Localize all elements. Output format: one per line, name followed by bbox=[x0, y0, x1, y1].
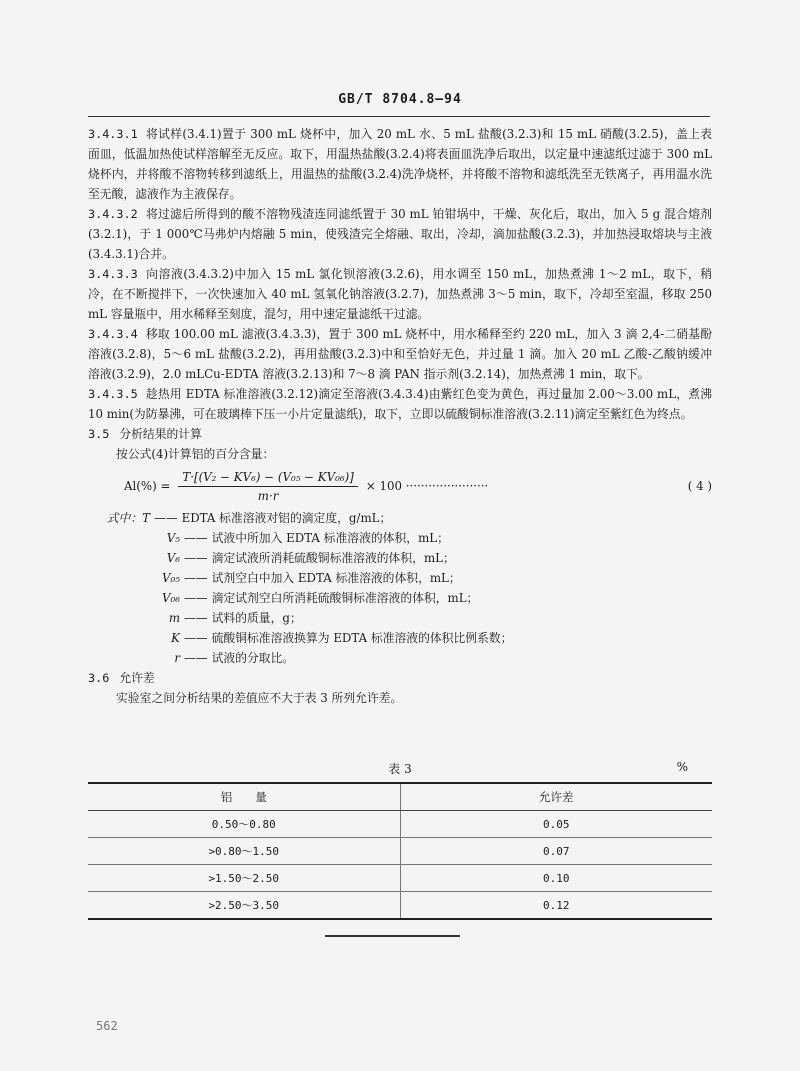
table-cell: 0.05 bbox=[400, 811, 712, 838]
table-row bbox=[88, 838, 712, 865]
clause-number: 3.4.3.2 bbox=[88, 207, 138, 221]
definition-item: V₅ —— 试液中所加入 EDTA 标准溶液的体积，mL； bbox=[88, 528, 712, 548]
symbol-description: EDTA 标准溶液对铝的滴定度，g/mL； bbox=[181, 511, 392, 525]
paragraph-3434 bbox=[88, 324, 712, 384]
table-cell: >1.50～2.50 bbox=[88, 865, 400, 892]
clause-text: 将过滤后所得到的酸不溶物残渣连同滤纸置于 30 mL 铂钳埚中，干燥、灰化后，取出，加入 5 g 混合熔剂(3.2.1)，于 1 000℃马弗炉内熔融 5 min，使残渣完全熔融、取出，冷却，滴加盐酸(3.2.3)，并加热浸取熔块与主液(3.4.3.1)合并。 bbox=[88, 207, 712, 261]
definition-item: V₀₅ —— 试剂空白中加入 EDTA 标准溶液的体积，mL； bbox=[88, 568, 712, 588]
table-cell: >2.50～3.50 bbox=[88, 892, 400, 920]
page-number: 562 bbox=[96, 1019, 118, 1033]
table-header-row bbox=[88, 783, 712, 811]
symbol: V₀₅ bbox=[162, 571, 180, 585]
clause-number: 3.4.3.5 bbox=[88, 387, 138, 401]
clause-text: 向溶液(3.4.3.2)中加入 15 mL 氯化钡溶液(3.2.6)，用水调至 150 mL，加热煮沸 1～2 mL，取下，稍冷，在不断搅拌下，一次快速加入 40 mL 氢氧化钠溶液(3.2.7)，加热煮沸 3～5 min，取下，冷却至室温，移取 250 mL 容量瓶中，用水稀释至刻度，混匀，用中速定量滤纸干过滤。 bbox=[88, 267, 712, 321]
main-content bbox=[88, 124, 712, 708]
symbol: 式中：T bbox=[106, 511, 150, 525]
symbol-description: 试液的分取比。 bbox=[211, 651, 295, 665]
symbol-description: 试料的质量，g； bbox=[211, 611, 302, 625]
table-cell: 0.12 bbox=[400, 892, 712, 920]
tolerance-statement: 实验室之间分析结果的差值应不大于表 3 所列允许差。 bbox=[116, 691, 403, 705]
symbol-definitions bbox=[88, 508, 712, 668]
clause-text: 将试样(3.4.1)置于 300 mL 烧杯中，加入 20 mL 水、5 mL 盐酸(3.2.3)和 15 mL 硝酸(3.2.5)，盖上表面皿，低温加热使试样溶解至无反应。取下，用温热盐酸(3.2.4)将表面皿洗净后取出，以定量中速滤纸过滤于 300 mL 烧杯内，并将酸不溶物转移到滤纸上，用温热的盐酸(3.2.4)洗净烧杯，并将酸不溶物和滤纸洗至无铁离子，再用温水洗至无酸，滤液作为主液保存。 bbox=[88, 127, 712, 201]
formula-lhs: Al(%) = bbox=[124, 479, 171, 493]
section-title: 允许差 bbox=[119, 671, 155, 685]
equation-number: ( 4 ) bbox=[687, 479, 712, 493]
standard-code-header: GB/T 8704.8—94 bbox=[338, 92, 462, 107]
table-cell: 0.50～0.80 bbox=[88, 811, 400, 838]
paragraph-3435 bbox=[88, 384, 712, 424]
table-caption: 表 3 bbox=[388, 762, 412, 776]
table-row bbox=[88, 865, 712, 892]
tolerance-table-block bbox=[88, 760, 712, 920]
table-cell: 0.10 bbox=[400, 865, 712, 892]
section-heading-36 bbox=[88, 668, 712, 688]
section-heading-35 bbox=[88, 424, 712, 444]
clause-number: 3.4.3.1 bbox=[88, 127, 138, 141]
column-header-tolerance: 允许差 bbox=[400, 783, 712, 811]
symbol: r bbox=[174, 651, 180, 665]
table-row bbox=[88, 811, 712, 838]
table-cell: >0.80～1.50 bbox=[88, 838, 400, 865]
table-row bbox=[88, 892, 712, 920]
end-rule bbox=[325, 935, 460, 937]
symbol-description: 试剂空白中加入 EDTA 标准溶液的体积，mL； bbox=[211, 571, 461, 585]
table-caption-row bbox=[88, 760, 712, 782]
formula-intro: 按公式(4)计算铝的百分含量： bbox=[116, 447, 275, 461]
symbol: V₆ bbox=[166, 551, 180, 565]
definition-item: K —— 硫酸铜标准溶液换算为 EDTA 标准溶液的体积比例系数； bbox=[88, 628, 712, 648]
formula-denominator: m·r bbox=[257, 488, 279, 503]
symbol: V₅ bbox=[166, 531, 180, 545]
header-rule bbox=[88, 116, 710, 117]
symbol: K bbox=[171, 631, 180, 645]
definition-item: r —— 试液的分取比。 bbox=[88, 648, 712, 668]
clause-number: 3.4.3.3 bbox=[88, 267, 138, 281]
symbol-description: 硫酸铜标准溶液换算为 EDTA 标准溶液的体积比例系数； bbox=[211, 631, 513, 645]
section-number: 3.5 bbox=[88, 427, 110, 441]
symbol-description: 滴定试剂空白所消耗硫酸铜标准溶液的体积，mL； bbox=[211, 591, 479, 605]
definition-item: V₆ —— 滴定试液所消耗硫酸铜标准溶液的体积，mL； bbox=[88, 548, 712, 568]
table-cell: 0.07 bbox=[400, 838, 712, 865]
formula-multiplier: × 100 ······················ bbox=[365, 479, 489, 493]
formula-numerator: T·[(V₂ − KV₆) − (V₀₅ − KV₀₆)] bbox=[178, 468, 357, 487]
definition-item: V₀₆ —— 滴定试剂空白所消耗硫酸铜标准溶液的体积，mL； bbox=[88, 588, 712, 608]
clause-text: 移取 100.00 mL 滤液(3.4.3.3)，置于 300 mL 烧杯中，用水稀释至约 220 mL，加入 3 滴 2,4-二硝基酚溶液(3.2.8)，5～6 mL 盐酸(3.2.2)，再用盐酸(3.2.3)中和至恰好无色，并过量 1 滴。加入 20 mL 乙酸-乙酸钠缓冲溶液(3.2.9)，2.0 mLCu-EDTA 溶液(3.2.13)和 7～8 滴 PAN 指示剂(3.2.14)，加热煮沸 1 min，取下。 bbox=[88, 327, 712, 381]
definition-item: 式中：T —— EDTA 标准溶液对铝的滴定度，g/mL； bbox=[88, 508, 712, 528]
paragraph-3431 bbox=[88, 124, 712, 204]
paragraph-3432 bbox=[88, 204, 712, 264]
symbol: m bbox=[168, 611, 180, 625]
tolerance-table bbox=[88, 782, 712, 920]
symbol: V₀₆ bbox=[162, 591, 180, 605]
definition-item: m —— 试料的质量，g； bbox=[88, 608, 712, 628]
formula-4 bbox=[88, 466, 712, 506]
formula-fraction bbox=[178, 468, 357, 505]
paragraph-3433 bbox=[88, 264, 712, 324]
column-header-aluminum: 铝 量 bbox=[88, 783, 400, 811]
symbol-description: 试液中所加入 EDTA 标准溶液的体积，mL； bbox=[211, 531, 449, 545]
symbol-description: 滴定试液所消耗硫酸铜标准溶液的体积，mL； bbox=[211, 551, 455, 565]
section-number: 3.6 bbox=[88, 671, 110, 685]
clause-text: 趁热用 EDTA 标准溶液(3.2.12)滴定至溶液(3.4.3.4)由紫红色变为黄色，再过量加 2.00～3.00 mL，煮沸 10 min(为防暴沸，可在玻璃棒下压一小片定量滤纸)，取下，立即以硫酸铜标准溶液(3.2.11)滴定至紫红色为终点。 bbox=[88, 387, 712, 421]
section-title: 分析结果的计算 bbox=[119, 427, 202, 441]
clause-number: 3.4.3.4 bbox=[88, 327, 138, 341]
table-unit: % bbox=[676, 760, 688, 774]
